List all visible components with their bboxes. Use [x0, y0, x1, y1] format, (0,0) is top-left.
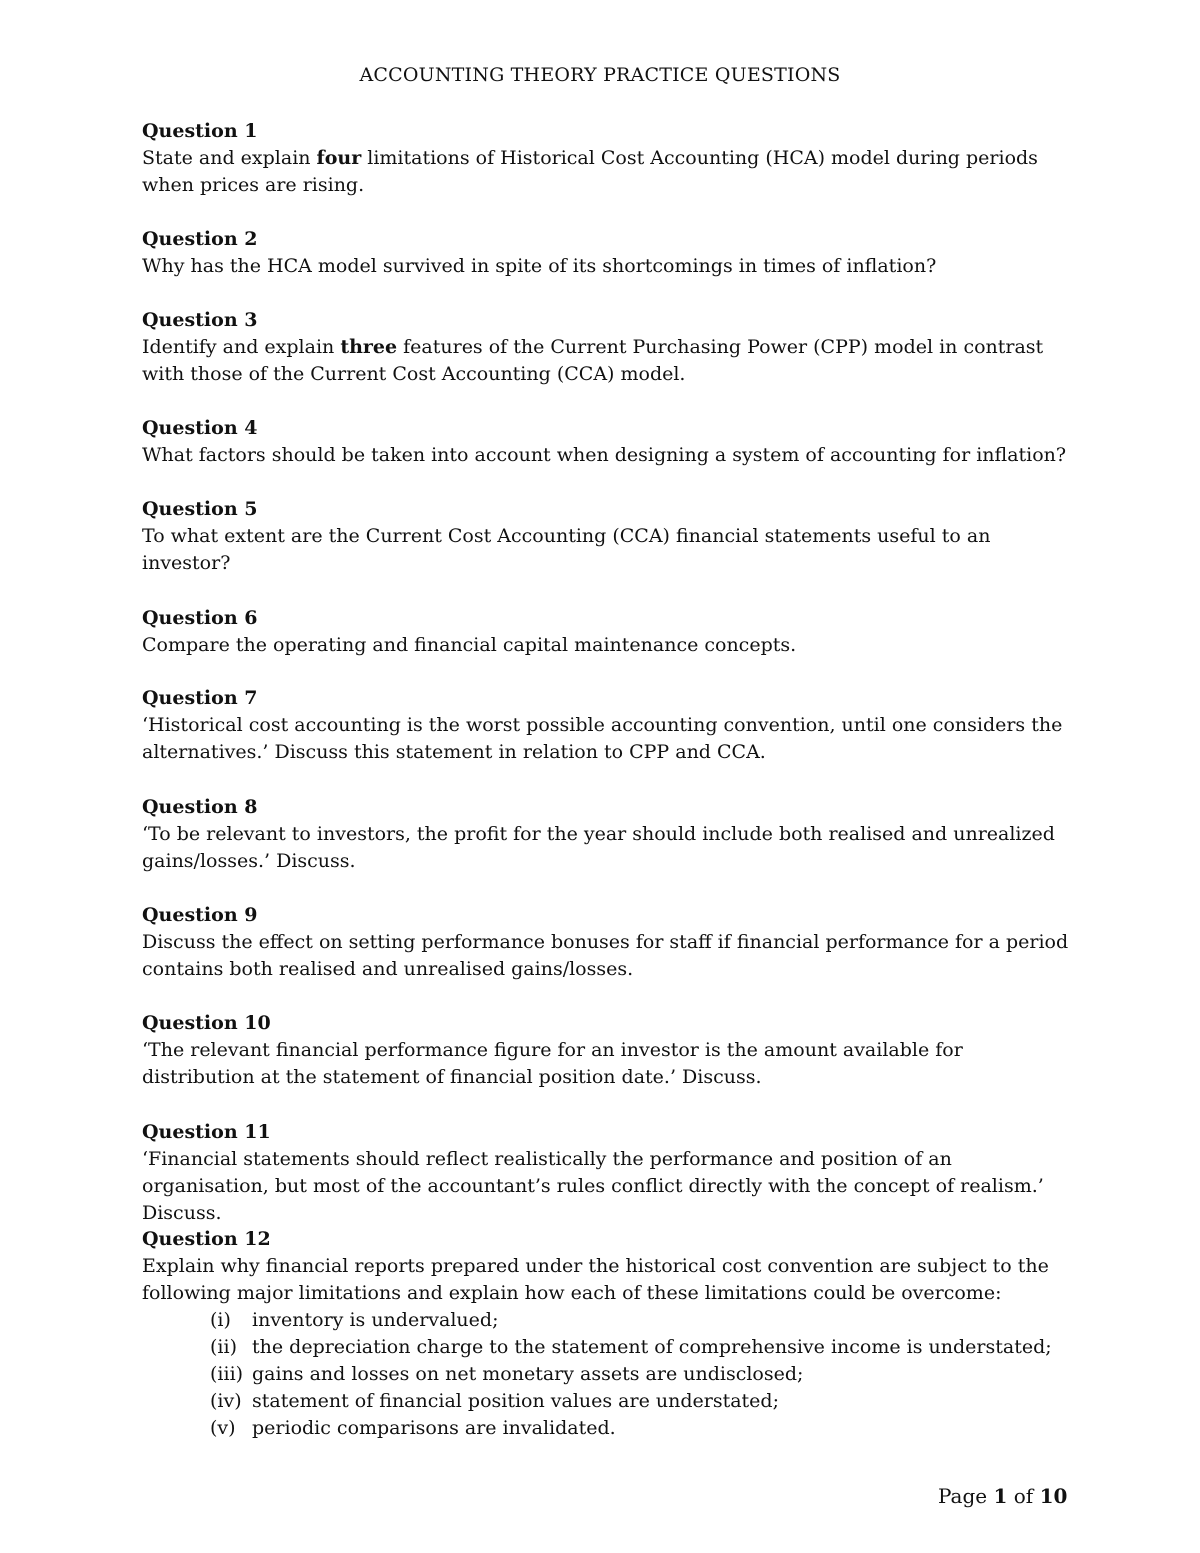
limitations-list: [142, 1307, 1072, 1442]
list-item-text: periodic comparisons are invalidated.: [252, 1417, 616, 1439]
question-label: Question 1: [142, 120, 258, 142]
list-item-text: inventory is undervalued;: [252, 1309, 499, 1331]
question-label: Question 12: [142, 1228, 271, 1250]
list-item-number: (iii): [210, 1363, 244, 1385]
page-number: [938, 1484, 1067, 1508]
question-12: [142, 1226, 1072, 1442]
list-item: [210, 1307, 1072, 1334]
question-label: Question 7: [142, 687, 258, 709]
question-text: ‘Financial statements should reflect realistically the performance and position of an organisation, but most of the accountant’s rules conflict directly with the concept of realism.’ Discuss.: [142, 1148, 1044, 1224]
question-text: ‘Historical cost accounting is the worst possible accounting convention, until one considers the alternatives.’ Discuss this statement in relation to CPP and CCA.: [142, 714, 1063, 763]
question-label: Question 4: [142, 417, 258, 439]
question-8: [142, 794, 1072, 875]
list-item-text: the depreciation charge to the statement of comprehensive income is understated;: [252, 1336, 1052, 1358]
list-item-number: (iv): [210, 1390, 242, 1412]
question-10: [142, 1010, 1072, 1091]
question-label: Question 11: [142, 1121, 271, 1143]
question-label: Question 2: [142, 228, 258, 250]
question-text: [142, 334, 1072, 388]
list-item-number: (v): [210, 1417, 236, 1439]
question-9: [142, 902, 1072, 983]
question-text: Explain why financial reports prepared under the historical cost convention are subject to the following major limitations and explain how each of these limitations could be overcome:: [142, 1255, 1049, 1304]
question-3: [142, 307, 1072, 388]
document-title: ACCOUNTING THEORY PRACTICE QUESTIONS: [359, 64, 841, 86]
question-label: Question 6: [142, 607, 258, 629]
question-emphasis: three: [340, 336, 398, 358]
list-item: [210, 1334, 1072, 1361]
question-text: Compare the operating and financial capital maintenance concepts.: [142, 634, 797, 656]
list-item: [210, 1415, 1072, 1442]
question-7: [142, 685, 1072, 766]
page-word: Page: [938, 1484, 988, 1508]
question-text-part: Identify and explain: [142, 336, 341, 358]
list-item-number: (i): [210, 1309, 231, 1331]
question-text: Discuss the effect on setting performance bonuses for staff if financial performance for a period contains both realised and unrealised gains/losses.: [142, 931, 1069, 980]
question-text: To what extent are the Current Cost Accounting (CCA) financial statements useful to an investor?: [142, 525, 991, 574]
question-11: [142, 1119, 1072, 1227]
list-item-text: gains and losses on net monetary assets are undisclosed;: [252, 1363, 804, 1385]
list-item: [210, 1388, 1072, 1415]
question-1: [142, 118, 1072, 199]
question-2: [142, 226, 1072, 280]
list-item-number: (ii): [210, 1336, 237, 1358]
question-text: What factors should be taken into account when designing a system of accounting for inflation?: [142, 444, 1067, 466]
total-pages: 10: [1039, 1484, 1068, 1508]
question-text: Why has the HCA model survived in spite of its shortcomings in times of inflation?: [142, 255, 937, 277]
question-label: Question 3: [142, 309, 258, 331]
question-6: [142, 605, 1072, 659]
current-page: 1: [993, 1484, 1008, 1508]
list-item-text: statement of financial position values are understated;: [252, 1390, 779, 1412]
question-label: Question 8: [142, 796, 258, 818]
list-item: [210, 1361, 1072, 1388]
of-word: of: [1013, 1484, 1034, 1508]
question-text: [142, 145, 1072, 199]
question-label: Question 10: [142, 1012, 271, 1034]
question-4: [142, 415, 1072, 469]
question-text-part: State and explain: [142, 147, 317, 169]
question-label: Question 9: [142, 904, 258, 926]
question-text-part: limitations of Historical Cost Accounting (HCA) model during periods when prices are rising.: [142, 147, 1038, 196]
question-text: ‘To be relevant to investors, the profit for the year should include both realised and unrealized gains/losses.’ Discuss.: [142, 823, 1055, 872]
question-text-part: features of the Current Purchasing Power (CPP) model in contrast with those of the Current Cost Accounting (CCA) model.: [142, 336, 1044, 385]
question-5: [142, 496, 1072, 577]
question-text: ‘The relevant financial performance figure for an investor is the amount available for distribution at the statement of financial position date.’ Discuss.: [142, 1039, 963, 1088]
question-label: Question 5: [142, 498, 258, 520]
question-emphasis: four: [316, 147, 362, 169]
